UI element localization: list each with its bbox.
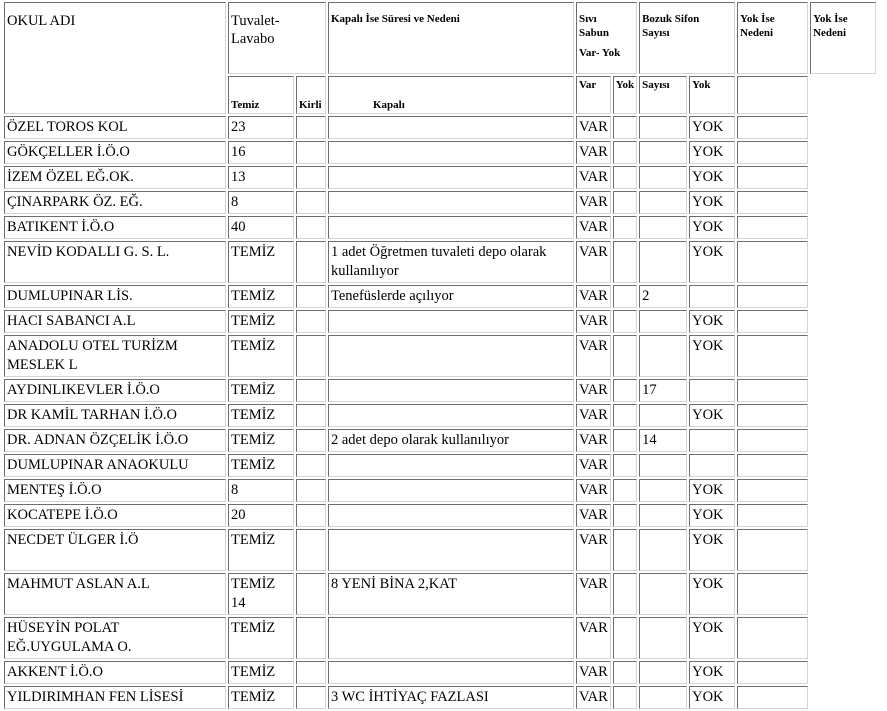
sivi-sabun-var-cell: VAR (576, 404, 611, 427)
sivi-sabun-yok-cell (613, 141, 637, 164)
yok-ise-nedeni-cell (737, 166, 808, 189)
table-row (4, 429, 876, 452)
okul-adi-label: OKUL ADI (7, 13, 76, 29)
sivi-sabun-yok-cell (613, 404, 637, 427)
table-row (4, 617, 876, 659)
table-row (4, 335, 876, 377)
kirli-cell (296, 454, 326, 477)
sivi-sabun-var-cell: VAR (576, 116, 611, 139)
yok-ise-nedeni-cell (737, 479, 808, 502)
temiz-cell: TEMİZ (228, 404, 294, 427)
kirli-cell (296, 479, 326, 502)
sifon-yok-cell: YOK (689, 241, 735, 283)
kapali-cell (328, 661, 574, 684)
kapali-label: Kapalı (373, 99, 405, 111)
kirli-label: Kirli (299, 99, 322, 111)
kirli-cell (296, 661, 326, 684)
sivi-sabun-var-cell: VAR (576, 529, 611, 571)
sifon-sayisi-cell (639, 404, 687, 427)
kapali-ise-label: Kapalı İse Süresi ve Nedeni (331, 13, 460, 25)
table-row (4, 379, 876, 402)
header-okul-adi (4, 2, 226, 114)
header-sivi-sabun (576, 2, 637, 74)
header-yok-ise-nedeni-1 (737, 2, 808, 74)
kapali-cell (328, 529, 574, 571)
sivi-sabun-var-cell: VAR (576, 241, 611, 283)
sifon-yok-cell: YOK (689, 661, 735, 684)
sivi-sabun-var-cell: VAR (576, 166, 611, 189)
yok-ise-nedeni-cell (737, 216, 808, 239)
yok-ise-nedeni-cell (737, 241, 808, 283)
sifon-sayisi-cell (639, 241, 687, 283)
sifon-sayisi-cell (639, 661, 687, 684)
okul-adi-cell: DR KAMİL TARHAN İ.Ö.O (4, 404, 226, 427)
kapali-cell (328, 141, 574, 164)
kirli-cell (296, 166, 326, 189)
kirli-cell (296, 617, 326, 659)
sivi-sabun-var-cell: VAR (576, 479, 611, 502)
subheader-sayisi (639, 76, 687, 114)
sivi-sabun-yok-cell (613, 191, 637, 214)
table-row (4, 241, 876, 283)
okul-adi-cell: DR. ADNAN ÖZÇELİK İ.Ö.O (4, 429, 226, 452)
kapali-cell: 8 YENİ BİNA 2,KAT (328, 573, 574, 615)
header-kapali-ise (328, 2, 574, 74)
yok-ise-nedeni-cell (737, 335, 808, 377)
sivi-sabun-yok-cell (613, 116, 637, 139)
kirli-cell (296, 310, 326, 333)
sivi-sabun-yok-cell (613, 285, 637, 308)
sivi-sabun-yok-cell (613, 216, 637, 239)
temiz-cell: TEMİZ (228, 661, 294, 684)
temiz-cell: TEMİZ (228, 686, 294, 709)
kapali-cell (328, 216, 574, 239)
temiz-label: Temiz (231, 99, 260, 111)
sifon-yok-cell: YOK (689, 116, 735, 139)
yok-ise-nedeni-cell (737, 661, 808, 684)
var-label: Var (579, 79, 597, 91)
sifon-sayisi-cell (639, 573, 687, 615)
table-row (4, 479, 876, 502)
kapali-cell (328, 479, 574, 502)
temiz-cell: TEMİZ (228, 241, 294, 283)
sivi-sabun-yok-cell (613, 686, 637, 709)
kapali-cell: Tenefüslerde açılıyor (328, 285, 574, 308)
kapali-cell (328, 454, 574, 477)
kapali-cell: 2 adet depo olarak kullanılıyor (328, 429, 574, 452)
table-row (4, 310, 876, 333)
yok-ise-nedeni-cell (737, 529, 808, 571)
table-row (4, 686, 876, 709)
kirli-cell (296, 216, 326, 239)
yok-ise-nedeni-label-1: Yok İse Nedeni (740, 13, 775, 39)
sivi-sabun-var-cell: VAR (576, 216, 611, 239)
sayisi-label: Sayısı (642, 79, 670, 91)
kirli-cell (296, 504, 326, 527)
table-row (4, 116, 876, 139)
kirli-cell (296, 573, 326, 615)
subheader-kapali (328, 76, 574, 114)
okul-adi-cell: DUMLUPINAR LİS. (4, 285, 226, 308)
okul-adi-cell: ÇINARPARK ÖZ. EĞ. (4, 191, 226, 214)
table-row (4, 529, 876, 571)
sivi-sabun-var-cell: VAR (576, 454, 611, 477)
kirli-cell (296, 285, 326, 308)
sifon-sayisi-cell (639, 617, 687, 659)
sifon-sayisi-cell (639, 166, 687, 189)
subheader-yok2 (689, 76, 735, 114)
header-bozuk-sifon (639, 2, 735, 74)
yok-ise-nedeni-cell (737, 686, 808, 709)
sifon-sayisi-cell: 2 (639, 285, 687, 308)
kapali-cell (328, 617, 574, 659)
temiz-cell: TEMİZ (228, 454, 294, 477)
sifon-sayisi-cell (639, 310, 687, 333)
kirli-cell (296, 335, 326, 377)
temiz-cell: TEMİZ (228, 285, 294, 308)
sivi-sabun-yok-cell (613, 335, 637, 377)
okul-adi-cell: MAHMUT ASLAN A.L (4, 573, 226, 615)
yok-label: Yok (615, 79, 635, 91)
sivi-sabun-yok-cell (613, 310, 637, 333)
sivi-sabun-yok-cell (613, 504, 637, 527)
okul-adi-cell: HÜSEYİN POLAT EĞ.UYGULAMA O. (4, 617, 226, 659)
sifon-yok-cell: YOK (689, 335, 735, 377)
okul-adi-cell: DUMLUPINAR ANAOKULU (4, 454, 226, 477)
sifon-sayisi-cell (639, 335, 687, 377)
yok-ise-nedeni-cell (737, 454, 808, 477)
sifon-yok-cell: YOK (689, 404, 735, 427)
sivi-sabun-yok-cell (613, 241, 637, 283)
kapali-cell (328, 310, 574, 333)
sifon-yok-cell: YOK (689, 310, 735, 333)
temiz-cell: TEMİZ (228, 335, 294, 377)
sivi-sabun-var-cell: VAR (576, 285, 611, 308)
sifon-sayisi-cell: 14 (639, 429, 687, 452)
kirli-cell (296, 404, 326, 427)
sivi-sabun-var-cell: VAR (576, 191, 611, 214)
table-row (4, 573, 876, 615)
sifon-sayisi-cell (639, 479, 687, 502)
yok-ise-nedeni-cell (737, 404, 808, 427)
sifon-yok-cell: YOK (689, 141, 735, 164)
yok-ise-nedeni-cell (737, 191, 808, 214)
sifon-sayisi-cell (639, 504, 687, 527)
sifon-sayisi-cell: 17 (639, 379, 687, 402)
okul-adi-cell: YILDIRIMHAN FEN LİSESİ (4, 686, 226, 709)
yok2-label: Yok (692, 79, 711, 91)
sivi-sabun-yok-cell (613, 661, 637, 684)
sifon-yok-cell: YOK (689, 191, 735, 214)
sifon-yok-cell (689, 285, 735, 308)
yok-ise-nedeni-cell (737, 504, 808, 527)
kapali-cell (328, 379, 574, 402)
school-table (2, 0, 878, 711)
sifon-sayisi-cell (639, 529, 687, 571)
okul-adi-cell: MENTEŞ İ.Ö.O (4, 479, 226, 502)
var-yok-label: Var- Yok (579, 47, 621, 59)
table-row (4, 504, 876, 527)
sifon-yok-cell: YOK (689, 216, 735, 239)
sivi-sabun-var-cell: VAR (576, 335, 611, 377)
temiz-cell: 40 (228, 216, 294, 239)
subheader-empty (737, 76, 808, 114)
bozuk-sifon-label: Bozuk Sifon Sayısı (642, 13, 700, 39)
temiz-cell: TEMİZ (228, 379, 294, 402)
kapali-cell (328, 116, 574, 139)
sivi-sabun-var-cell: VAR (576, 379, 611, 402)
table-row (4, 141, 876, 164)
sifon-sayisi-cell (639, 116, 687, 139)
yok-ise-nedeni-cell (737, 141, 808, 164)
sifon-yok-cell (689, 379, 735, 402)
subheader-yok (613, 76, 637, 114)
header-tuvalet-lavabo (228, 2, 326, 74)
yok-ise-nedeni-label-2: Yok İse Nedeni (813, 13, 848, 39)
sivi-sabun-yok-cell (613, 529, 637, 571)
kapali-cell: 1 adet Öğretmen tuvaleti depo olarak kullanılıyor (328, 241, 574, 283)
temiz-cell: 8 (228, 191, 294, 214)
okul-adi-cell: GÖKÇELLER İ.Ö.O (4, 141, 226, 164)
temiz-cell: TEMİZ (228, 617, 294, 659)
kapali-cell (328, 335, 574, 377)
subheader-var (576, 76, 611, 114)
temiz-cell: 16 (228, 141, 294, 164)
yok-ise-nedeni-cell (737, 573, 808, 615)
table-row (4, 166, 876, 189)
sifon-yok-cell: YOK (689, 617, 735, 659)
sivi-sabun-yok-cell (613, 166, 637, 189)
sifon-yok-cell (689, 454, 735, 477)
sivi-sabun-label: Sıvı Sabun (579, 13, 609, 39)
table-row (4, 191, 876, 214)
temiz-cell: 8 (228, 479, 294, 502)
table-row (4, 216, 876, 239)
temiz-cell: 13 (228, 166, 294, 189)
kirli-cell (296, 529, 326, 571)
kapali-cell: 3 WC İHTİYAÇ FAZLASI (328, 686, 574, 709)
sifon-sayisi-cell (639, 216, 687, 239)
table-row (4, 285, 876, 308)
kirli-cell (296, 379, 326, 402)
okul-adi-cell: NECDET ÜLGER İ.Ö (4, 529, 226, 571)
sifon-sayisi-cell (639, 686, 687, 709)
sifon-yok-cell: YOK (689, 686, 735, 709)
temiz-cell: 23 (228, 116, 294, 139)
kirli-cell (296, 116, 326, 139)
kirli-cell (296, 241, 326, 283)
yok-ise-nedeni-cell (737, 116, 808, 139)
sivi-sabun-yok-cell (613, 479, 637, 502)
okul-adi-cell: ÖZEL TOROS KOL (4, 116, 226, 139)
sifon-sayisi-cell (639, 454, 687, 477)
kapali-cell (328, 404, 574, 427)
kirli-cell (296, 686, 326, 709)
sivi-sabun-var-cell: VAR (576, 573, 611, 615)
yok-ise-nedeni-cell (737, 285, 808, 308)
table-row (4, 454, 876, 477)
sivi-sabun-yok-cell (613, 573, 637, 615)
sivi-sabun-yok-cell (613, 454, 637, 477)
yok-ise-nedeni-cell (737, 379, 808, 402)
sivi-sabun-yok-cell (613, 429, 637, 452)
sifon-yok-cell: YOK (689, 529, 735, 571)
sivi-sabun-var-cell: VAR (576, 141, 611, 164)
sifon-yok-cell: YOK (689, 479, 735, 502)
table-row (4, 661, 876, 684)
sifon-yok-cell: YOK (689, 504, 735, 527)
sifon-sayisi-cell (639, 141, 687, 164)
sivi-sabun-yok-cell (613, 379, 637, 402)
sifon-yok-cell (689, 429, 735, 452)
kapali-cell (328, 166, 574, 189)
sifon-sayisi-cell (639, 191, 687, 214)
temiz-cell: 20 (228, 504, 294, 527)
okul-adi-cell: AYDINLIKEVLER İ.Ö.O (4, 379, 226, 402)
header-yok-ise-nedeni-2 (810, 2, 876, 74)
table-row (4, 404, 876, 427)
okul-adi-cell: HACI SABANCI A.L (4, 310, 226, 333)
okul-adi-cell: AKKENT İ.Ö.O (4, 661, 226, 684)
sivi-sabun-var-cell: VAR (576, 429, 611, 452)
okul-adi-cell: KOCATEPE İ.Ö.O (4, 504, 226, 527)
sifon-yok-cell: YOK (689, 573, 735, 615)
kapali-cell (328, 191, 574, 214)
sivi-sabun-var-cell: VAR (576, 661, 611, 684)
sivi-sabun-yok-cell (613, 617, 637, 659)
okul-adi-cell: BATIKENT İ.Ö.O (4, 216, 226, 239)
kirli-cell (296, 191, 326, 214)
yok-ise-nedeni-cell (737, 310, 808, 333)
sivi-sabun-var-cell: VAR (576, 686, 611, 709)
okul-adi-cell: NEVİD KODALLI G. S. L. (4, 241, 226, 283)
sivi-sabun-var-cell: VAR (576, 617, 611, 659)
kirli-cell (296, 429, 326, 452)
kirli-cell (296, 141, 326, 164)
kapali-cell (328, 504, 574, 527)
okul-adi-cell: İZEM ÖZEL EĞ.OK. (4, 166, 226, 189)
temiz-cell: TEMİZ (228, 429, 294, 452)
okul-adi-cell: ANADOLU OTEL TURİZM MESLEK L (4, 335, 226, 377)
sivi-sabun-var-cell: VAR (576, 310, 611, 333)
subheader-temiz (228, 76, 294, 114)
temiz-cell: TEMİZ (228, 310, 294, 333)
temiz-cell: TEMİZ 14 (228, 573, 294, 615)
yok-ise-nedeni-cell (737, 429, 808, 452)
tuvalet-lavabo-label: Tuvalet-Lavabo (231, 13, 280, 47)
yok-ise-nedeni-cell (737, 617, 808, 659)
sivi-sabun-var-cell: VAR (576, 504, 611, 527)
temiz-cell: TEMİZ (228, 529, 294, 571)
sifon-yok-cell: YOK (689, 166, 735, 189)
subheader-kirli (296, 76, 326, 114)
